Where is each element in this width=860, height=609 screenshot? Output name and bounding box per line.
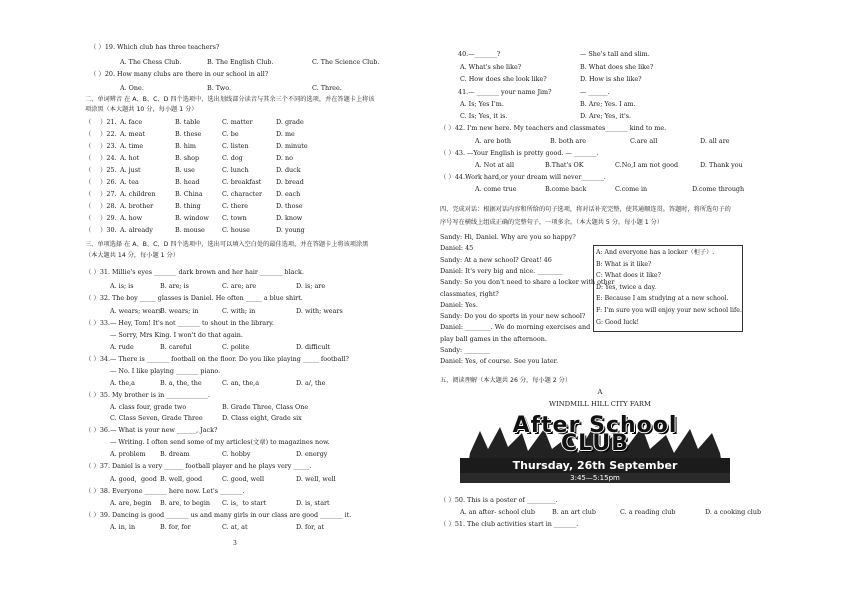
q41-option-c: C. Is; Yes, it is.	[460, 112, 508, 120]
q42-option-d: D. all are	[700, 137, 730, 145]
right-page	[430, 0, 860, 609]
q31-option-b: B. are; is	[160, 282, 189, 290]
phonetics-b: B. China	[175, 190, 203, 198]
q36-stem: （ ）36.— What is your new ______, Jack?	[85, 426, 218, 434]
q20-option-c: C. Three.	[312, 84, 342, 92]
phonetics-a: A. brother	[120, 202, 154, 210]
q44-option-a: A. come true	[475, 185, 517, 193]
phonetics-num: ）24.	[100, 154, 117, 162]
phonetics-c: C. dog	[222, 154, 243, 162]
q34-option-b: B. a, the, the	[160, 379, 202, 387]
q36-option-b: B. dream	[160, 450, 190, 458]
q36-option-a: A. problem	[110, 450, 146, 458]
section3-heading-2: （本大题共 14 分，每小题 1 分）	[85, 252, 179, 259]
q39-option-d: D. for, at	[296, 523, 324, 531]
section2-heading-1: 二、单词辨音 在 A、B、C、D 四个选项中，选出划线部分读音与其余三个不同的选项，并在答题卡上将该	[85, 96, 375, 103]
phonetics-bracket: （	[85, 130, 92, 138]
dialog-line: Daniel: Yes.	[440, 300, 478, 309]
phonetics-a: A. hot	[120, 154, 140, 162]
phonetics-d: D. know	[276, 214, 303, 222]
q31-option-c: C. are; are	[222, 282, 257, 290]
sentence-option: G: Good luck!	[596, 318, 639, 326]
q33-option-b: B. careful	[160, 343, 192, 351]
phonetics-d: D. minute	[276, 142, 308, 150]
q36-option-c: C. hobby	[222, 450, 251, 458]
phonetics-b: B. these	[175, 130, 202, 138]
passage-label: A	[597, 388, 603, 396]
q44-stem: （ ）44.Work hard,or your dream will never_______.	[440, 173, 606, 181]
q42-option-a: A. are both	[475, 137, 511, 145]
q20-option-b: B. Two.	[207, 84, 232, 92]
phonetics-b: B. window	[175, 214, 209, 222]
dialog-line: Sandy: Do you do sports in your new school?	[440, 312, 586, 321]
phonetics-b: B. thing	[175, 202, 201, 210]
poster-date: Thursday, 26th September	[460, 458, 730, 473]
phonetics-a: A. meat	[120, 130, 145, 138]
q34-reply: — No. I like playing _______ piano.	[110, 367, 221, 375]
phonetics-a: A. already	[120, 226, 153, 234]
q33-option-d: D. difficult	[296, 343, 330, 351]
q40-option-b: B. What does she like?	[580, 63, 654, 71]
q50-option-c: C. a reading club	[620, 508, 676, 516]
phonetics-c: C. town	[222, 214, 247, 222]
q38-option-b: B. are, to begin	[160, 499, 211, 507]
phonetics-d: D. each	[276, 190, 301, 198]
q38-option-c: C. is，to start	[222, 499, 267, 507]
q37-option-a: A. good，good	[110, 475, 157, 483]
q44-option-b: B.come back	[545, 185, 587, 193]
dialog-line: Daniel: 45	[440, 244, 474, 253]
q44-option-c: C.come in	[615, 185, 648, 193]
section4-heading-1: 四、完成对话：根据对话内容和所给的句子选项，将对话补充完整，使其通顺连贯。答题时，将所选句子的	[440, 206, 731, 213]
q38-option-a: A. are, begin	[110, 499, 152, 507]
phonetics-c: C. character	[222, 190, 263, 198]
phonetics-bracket: （	[85, 142, 92, 150]
q37-stem: （ ）37. Daniel is a very ______ football player and he plays very _____.	[85, 462, 312, 470]
phonetics-a: A. face	[120, 118, 143, 126]
q39-option-c: C. at, at	[222, 523, 248, 531]
q31-stem: （ ）31. Millie's eyes _______ dark brown and her hair _______ black.	[85, 268, 304, 276]
phonetics-a: A. time	[120, 142, 144, 150]
poster-title-line1: After School	[512, 413, 678, 438]
q20-stem: （ ）20. How many clubs are there in our school in all?	[90, 70, 269, 78]
phonetics-d: D. bread	[276, 178, 304, 186]
phonetics-num: ）28.	[100, 202, 117, 210]
q36-option-d: D. energy	[296, 450, 328, 458]
q50-stem: （ ）50. This is a poster of _________.	[440, 496, 558, 504]
phonetics-num: ）27.	[100, 190, 117, 198]
dialog-line: Sandy: Hi, Daniel. Why are you so happy?	[440, 233, 576, 241]
phonetics-bracket: （	[85, 214, 92, 222]
dialog-line: Daniel: It's very big and nice. ________	[440, 266, 563, 275]
phonetics-b: B. him	[175, 142, 196, 150]
phonetics-d: D. me	[276, 130, 295, 138]
phonetics-bracket: （	[85, 226, 92, 234]
sentence-options-box	[593, 245, 743, 332]
sentence-option: B: What is it like?	[596, 260, 652, 268]
dialog-line: classmates, right?	[440, 289, 499, 298]
q39-option-b: B. for, for	[160, 523, 191, 531]
q37-option-c: C. good, well	[222, 475, 265, 483]
q35-option-b: B. Grade Three, Class One	[222, 403, 309, 411]
phonetics-num: ）26.	[100, 178, 117, 186]
q43-option-b: B.That's OK	[545, 161, 584, 169]
phonetics-bracket: （	[85, 166, 92, 174]
q31-option-a: A. is; is	[110, 282, 134, 290]
q33-option-c: C. polite	[222, 343, 250, 351]
q33-stem: （ ）33.— Hey, Tom! It's not _______ to shout in the library.	[85, 319, 274, 327]
q19-option-b: B. The English Club.	[207, 58, 274, 66]
q50-option-a: A. an after- school club	[460, 508, 535, 516]
q43-stem: （ ）43. —Your English is pretty good. — _______.	[440, 149, 599, 157]
q40-option-d: D. How is she like?	[580, 75, 642, 83]
phonetics-c: C. matter	[222, 118, 253, 126]
q35-stem: （ ）35. My brother is in _____________.	[85, 391, 210, 399]
q44-option-d: D.come through	[692, 185, 745, 193]
phonetics-b: B. mouse	[175, 226, 205, 234]
farm-name: WINDMILL HILL CITY FARM	[549, 400, 651, 408]
q39-stem: （ ）39. Dancing is good _______ us and many girls in our class are good _______ it.	[85, 511, 352, 519]
phonetics-d: D. duck	[276, 166, 301, 174]
q39-option-a: A. in, in	[110, 523, 136, 531]
q42-option-c: C.are all	[630, 137, 658, 145]
q40-stem: 40.—_______?	[458, 50, 501, 58]
dialog-line: Sandy: So you don't need to share a locker with other	[440, 278, 615, 287]
q20-option-a: A. One.	[120, 84, 144, 92]
q40-option-c: C. How does she look like?	[460, 75, 547, 83]
phonetics-d: D. young	[276, 226, 305, 234]
sentence-option: A: And everyone has a locker（柜子）.	[596, 249, 715, 256]
phonetics-a: A. children	[120, 190, 156, 198]
phonetics-b: B. use	[175, 166, 195, 174]
q42-stem: （ ）42. I'm new here. My teachers and classmates_______ kind to me.	[440, 124, 667, 132]
phonetics-c: C. breakfast	[222, 178, 262, 186]
q43-option-c: C.No,I am not good	[615, 161, 679, 169]
q41-stem: 41.— _______ your name Jim?	[458, 88, 552, 96]
phonetics-bracket: （	[85, 202, 92, 210]
q43-option-d: D. Thank you	[700, 161, 743, 169]
q32-option-b: B. wears; in	[160, 307, 199, 315]
q19-stem: （ ）19. Which club has three teachers?	[90, 43, 220, 51]
phonetics-c: C. listen	[222, 142, 249, 150]
phonetics-num: ）22.	[100, 130, 117, 138]
q40-reply: — She's tall and slim.	[580, 50, 650, 58]
q19-option-a: A. The Chess Club.	[120, 58, 182, 66]
q19-option-c: C. The Science Club.	[312, 58, 380, 66]
phonetics-c: C. lunch	[222, 166, 249, 174]
q41-reply: — ______.	[580, 88, 610, 96]
q35-option-c: C. Class Seven, Grade Three	[110, 414, 203, 422]
q40-option-a: A. What's she like?	[460, 63, 522, 71]
dialog-line: Sandy: ________	[440, 346, 490, 354]
q33-reply: — Sorry, Mrs King. I won't do that again.	[110, 331, 243, 339]
phonetics-num: ）25.	[100, 166, 117, 174]
dialog-line: Daniel: Yes, of course. See you later.	[440, 357, 559, 366]
phonetics-num: ）21.	[100, 118, 117, 126]
q32-stem: （ ）32. The boy _____ glasses is Daniel. He often _____ a blue shirt.	[85, 294, 303, 302]
q32-option-a: A. wears; wears	[110, 307, 162, 315]
q41-option-b: B. Are; Yes. I am.	[580, 100, 636, 108]
q43-option-a: A. Not at all	[475, 161, 515, 169]
phonetics-bracket: （	[85, 154, 92, 162]
phonetics-bracket: （	[85, 190, 92, 198]
phonetics-num: ）30.	[100, 226, 117, 234]
after-school-club-poster	[460, 413, 730, 485]
page-number: 3	[233, 540, 237, 547]
sentence-option: F: I'm sure you will enjoy your new school life.	[596, 307, 742, 314]
q34-stem: （ ）34.— There is _______ football on the floor. Do you like playing _____ football?	[85, 355, 349, 363]
q34-option-c: C. an, the,a	[222, 379, 260, 387]
dialog-line: play ball games in the afternoon.	[440, 334, 547, 343]
section4-heading-2: 序号写在横线上组成正确的完整句子，一项多余。（本大题共 5 分，每小题 1 分）	[440, 219, 664, 226]
section5-heading: 五、阅读理解（本大题共 26 分，每小题 2 分）	[440, 377, 572, 384]
q33-option-a: A. rude	[110, 343, 134, 351]
sentence-option: C: What does it like?	[596, 272, 661, 280]
poster-time: 3:45—5:15pm	[460, 473, 730, 483]
phonetics-bracket: （	[85, 178, 92, 186]
phonetics-d: D. grade	[276, 118, 304, 126]
phonetics-a: A. tea	[120, 178, 139, 186]
phonetics-c: C. house	[222, 226, 250, 234]
q50-option-d: D. a cooking club	[705, 508, 762, 516]
sentence-option: E: Because I am studying at a new school.	[596, 295, 729, 303]
section3-heading-1: 三、单项选择 在 A、B、C、D 四个选项中，选出可以填入空白处的最佳选项，并在答题卡上将该项涂黑	[85, 241, 369, 248]
q32-option-d: D. with; wears	[296, 307, 343, 315]
phonetics-c: C. be	[222, 130, 239, 138]
phonetics-b: B. table	[175, 118, 201, 126]
q34-option-a: A. the,a	[110, 379, 135, 387]
phonetics-a: A. how	[120, 214, 143, 222]
q37-option-b: B. well, good	[160, 475, 203, 483]
q35-option-d: D. Class eight, Grade six	[222, 414, 302, 422]
phonetics-bracket: （	[85, 118, 92, 126]
q31-option-d: D. is; are	[296, 282, 326, 290]
poster-title-line2: CLUB	[560, 431, 629, 456]
q32-option-c: C. with; in	[222, 307, 256, 315]
phonetics-c: C. there	[222, 202, 249, 210]
section2-heading-2: 项涂黑（本大题共 10 分，每小题 1 分）	[85, 106, 198, 113]
q42-option-b: B. both are	[550, 137, 587, 145]
q37-option-d: D. well, well	[296, 475, 336, 483]
q38-stem: （ ）38. Everyone _______ here now. Let's _______.	[85, 487, 245, 495]
q35-option-a: A. class four, grade two	[110, 403, 187, 411]
q34-option-d: D. a/, the	[296, 379, 326, 387]
q38-option-d: D. is, start	[296, 499, 330, 507]
sentence-option: D: Yes, twice a day.	[596, 283, 657, 291]
phonetics-d: D. those	[276, 202, 303, 210]
phonetics-num: ）29.	[100, 214, 117, 222]
phonetics-d: D. no	[276, 154, 293, 162]
q41-option-a: A. Is; Yes I'm.	[460, 100, 504, 108]
dialog-line: Daniel: ________. We do morning exercises and	[440, 323, 591, 332]
q36-reply: — Writing. I often send some of my articles(文章) to magazines now.	[110, 438, 330, 446]
q51-stem: （ ）51. The club activities start in _______.	[440, 520, 579, 528]
phonetics-a: A. just	[120, 166, 141, 174]
q41-option-d: D. Are; Yes, it's.	[580, 112, 632, 120]
phonetics-num: ）23.	[100, 142, 117, 150]
phonetics-b: B. head	[175, 178, 200, 186]
q50-option-b: B. an art club	[552, 508, 597, 516]
phonetics-b: B. shop	[175, 154, 200, 162]
dialog-line: Sandy: At a new school? Great! 46	[440, 255, 552, 264]
